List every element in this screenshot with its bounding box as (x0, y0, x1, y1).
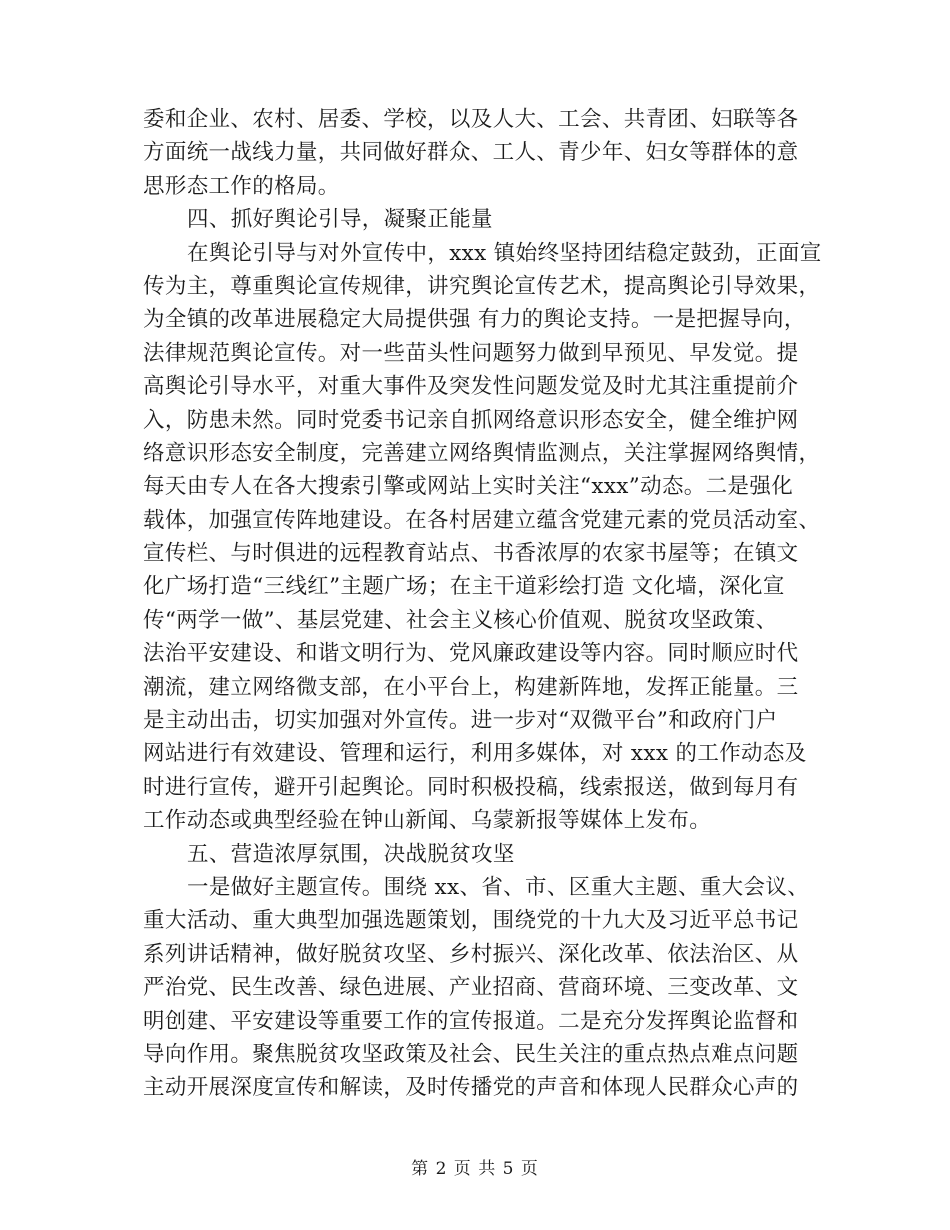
text-line: 工作动态或典型经验在钟山新闻、乌蒙新报等媒体上发布。 (143, 808, 712, 834)
page-number-footer: 第 2 页 共 5 页 (411, 1159, 539, 1179)
text-line: 是主动出击，切实加强对外宣传。进一步对“双微平台”和政府门户 (143, 708, 778, 734)
paragraph-first-line: 五、营造浓厚氛围，决战脱贫攻坚 (187, 841, 515, 867)
text-line: 高舆论引导水平，对重大事件及突发性问题发觉及时尤其注重提前介 (143, 374, 799, 400)
text-line: 导向作用。聚焦脱贫攻坚政策及社会、民生关注的重点热点难点问题 (143, 1041, 799, 1067)
paragraph-first-line: 一是做好主题宣传。围绕 xx、省、市、区重大主题、重大会议、 (187, 874, 810, 900)
document-body (143, 103, 822, 1105)
text-line: 化广场打造“三线红”主题广场；在主干道彩绘打造 文化墙，深化宣 (143, 574, 785, 600)
text-line: 网站进行有效建设、管理和运行，利用多媒体，对 xxx 的工作动态及 (143, 741, 807, 767)
paragraph-first-line: 在舆论引导与对外宣传中，xxx 镇始终坚持团结稳定鼓劲，正面宣 (187, 240, 822, 266)
text-line: 络意识形态安全制度，完善建立网络舆情监测点，关注掌握网络舆情， (143, 440, 821, 466)
text-line: 时进行宣传，避开引起舆论。同时积极投稿，线索报送，做到每月有 (143, 774, 799, 800)
text-line: 委和企业、农村、居委、学校，以及人大、工会、共青团、妇联等各 (143, 107, 799, 132)
text-line: 入，防患未然。同时党委书记亲自抓网络意识形态安全，健全维护网 (143, 407, 799, 433)
text-line: 潮流，建立网络微支部，在小平台上，构建新阵地，发挥正能量。三 (143, 674, 799, 700)
text-line: 重大活动、重大典型加强选题策划，围绕党的十九大及习近平总书记 (143, 908, 799, 934)
text-line: 主动开展深度宣传和解读，及时传播党的声音和体现人民群众心声的 (143, 1075, 799, 1101)
text-line: 为全镇的改革进展稳定大局提供强 有力的舆论支持。一是把握导向， (143, 307, 806, 333)
paragraph-first-line: 四、抓好舆论引导，凝聚正能量 (187, 207, 493, 233)
text-line: 思形态工作的格局。 (143, 173, 340, 199)
text-line: 法治平安建设、和谐文明行为、党风廉政建设等内容。同时顺应时代 (143, 641, 799, 667)
text-line: 系列讲话精神，做好脱贫攻坚、乡村振兴、深化改革、依法治区、从 (143, 941, 799, 967)
text-line: 法律规范舆论宣传。对一些苗头性问题努力做到早预见、早发觉。提 (143, 340, 799, 366)
text-line: 载体，加强宣传阵地建设。在各村居建立蕴含党建元素的党员活动室、 (143, 507, 821, 533)
text-line: 每天由专人在各大搜索引擎或网站上实时关注“xxx”动态。二是强化 (143, 474, 794, 500)
text-line: 明创建、平安建设等重要工作的宣传报道。二是充分发挥舆论监督和 (143, 1008, 799, 1034)
text-line: 传为主，尊重舆论宣传规律，讲究舆论宣传艺术，提高舆论引导效果， (143, 273, 821, 299)
text-line: 严治党、民生改善、绿色进展、产业招商、营商环境、三变改革、文 (143, 975, 799, 1001)
text-line: 方面统一战线力量，共同做好群众、工人、青少年、妇女等群体的意 (143, 140, 799, 166)
text-line: 宣传栏、与时俱进的远程教育站点、书香浓厚的农家书屋等；在镇文 (143, 541, 799, 567)
text-line: 传“两学一做”、基层党建、社会主义核心价值观、脱贫攻坚政策、 (143, 607, 778, 633)
